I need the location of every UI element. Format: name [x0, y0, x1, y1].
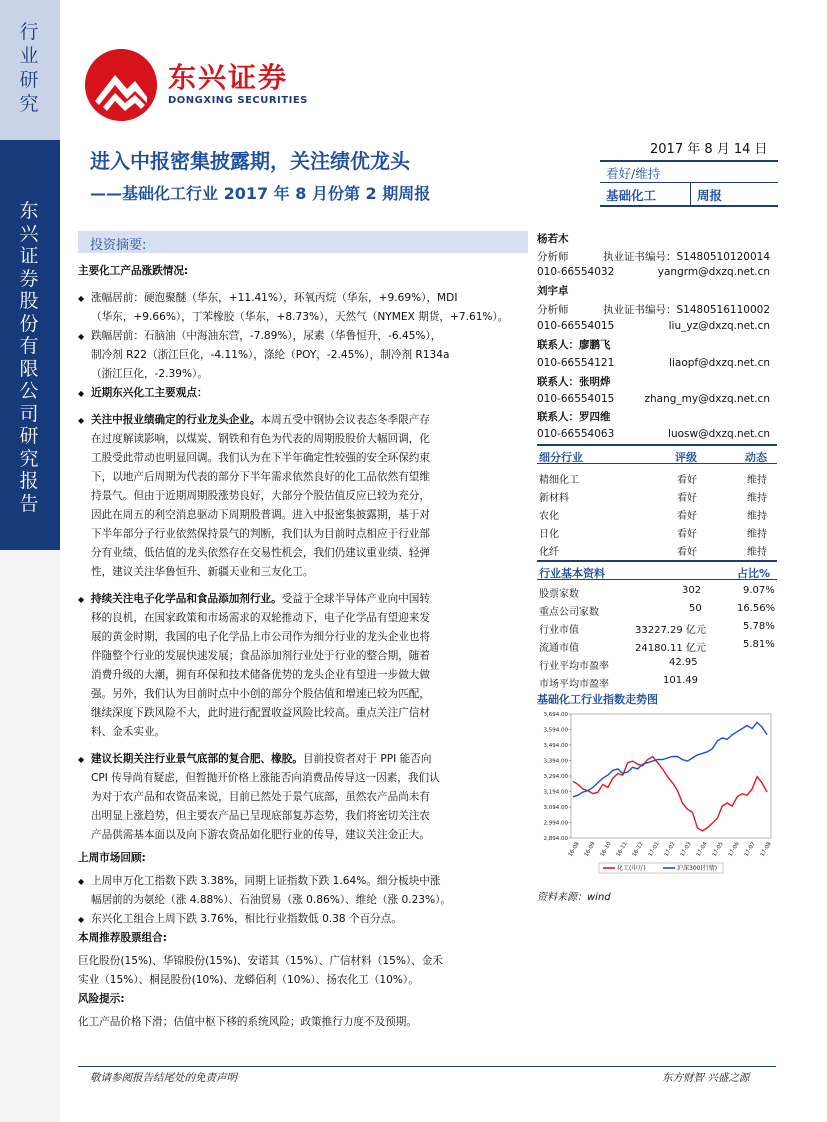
- plot-area: [571, 714, 771, 838]
- analyst-phone: 010-66554015: [537, 320, 615, 332]
- x-tick-label: 16-10: [599, 841, 613, 858]
- footer-disclaimer: 敬请参阅报告结尾处的免责声明: [90, 1072, 237, 1084]
- x-tick-label: 17-03: [679, 841, 693, 858]
- table-cell: 101.49: [663, 675, 698, 686]
- report-type-label: 周报: [697, 188, 723, 203]
- main-body: [78, 262, 530, 1032]
- contact-phone: 010-66554015: [537, 393, 615, 405]
- table-cell: 5.81%: [743, 639, 775, 650]
- table-cell: 16.56%: [737, 603, 776, 614]
- table-header-cell: 评级: [675, 451, 697, 464]
- table-row: [537, 621, 777, 639]
- view1-line-4: 下，以地产后周期为代表的部分下半年需求依然良好的化工品依然有望维: [91, 471, 430, 483]
- rise-line-1: ◆ 涨幅居前：硬泡聚醚（华东，+11.41%），环氧丙烷（华东，+9.69%），MDI: [78, 289, 530, 308]
- table-cell: 看好: [677, 529, 697, 540]
- table-cell: 看好: [677, 547, 697, 558]
- sector-separator: [690, 183, 691, 205]
- legend-label: 沪深300(行情): [677, 865, 718, 872]
- table-row: [537, 657, 777, 675]
- fall-line-3: （浙江巨化，-2.39%）。: [91, 368, 208, 380]
- view1-line-1: 本周五受中钢协会议表态冬季限产存: [260, 414, 430, 426]
- view3-line-2: CPI 传导尚有疑虑，但暂抛开价格上涨能否向消费品传导这一因素，我们认: [91, 772, 440, 784]
- table-cell: 5.78%: [743, 621, 775, 632]
- sub-industry-table-header: [537, 444, 777, 464]
- table-cell: 302: [682, 585, 702, 596]
- table-row: [537, 489, 777, 507]
- table-header-cell: 行业基本资料: [539, 567, 605, 580]
- y-tick-label: 2,994.00: [543, 820, 568, 827]
- market-line-3: ◆ 东兴化工组合上周下跌 3.76%，相比行业指数低 0.38 个百分点。: [78, 910, 530, 929]
- report-date: 2017 年 8 月 14 日: [650, 142, 768, 157]
- sidebar-category: 行业研究: [19, 21, 39, 115]
- index-trend-chart: [537, 710, 777, 884]
- x-tick-label: 17-05: [711, 841, 725, 858]
- table-cell: 新材料: [539, 493, 569, 504]
- analyst-cert-row: [537, 249, 770, 264]
- sector-label: 基础化工: [606, 188, 657, 203]
- chart-title: 基础化工行业指数走势图: [537, 693, 658, 706]
- report-title: 进入中报密集披露期，关注绩优龙头: [90, 149, 410, 173]
- y-tick-label: 3,694.00: [543, 712, 568, 718]
- table-cell: 重点公司家数: [539, 607, 599, 618]
- table-cell: 股票家数: [539, 589, 579, 600]
- x-tick-label: 16-12: [631, 841, 645, 858]
- contact-label: 联系人：罗四维: [537, 411, 611, 423]
- picks-line-1: 巨化股份(15%)、华锦股份(15%)、安诺其（15%）、广信材料（15%）、金禾: [78, 955, 443, 967]
- x-tick-label: 17-01: [647, 841, 661, 858]
- y-tick-label: 3,394.00: [543, 758, 568, 765]
- table-cell: 看好: [677, 511, 697, 522]
- view3-bold: 建议长期关注行业景气底部的复合肥、橡胶。: [91, 753, 303, 765]
- contact-row: [537, 393, 770, 405]
- x-tick-label: 16-08: [567, 841, 581, 858]
- rise-line-2: （华东，+9.66%），丁苯橡胶（华东，+8.73%），天然气（NYMEX 期货，+7.61%）。: [91, 311, 509, 323]
- analyst-email[interactable]: yangrm@dxzq.net.cn: [657, 266, 770, 278]
- view3-line-3: 为对于农产品和农资品来说，目前已然处于景气底部，虽然农产品尚未有: [91, 791, 430, 803]
- table-cell: 维持: [747, 493, 767, 504]
- x-tick-label: 17-08: [759, 841, 773, 858]
- table-cell: 维持: [747, 475, 767, 486]
- view2-line-8: 料、金禾实业。: [91, 726, 166, 738]
- view3-line-4: 出明显上涨趋势，但主要农产品已呈现底部复苏态势，我们将密切关注农: [91, 810, 430, 822]
- view2-line-2: 移的良机，在国家政策和市场需求的双轮推动下，电子化学品有望迎来发: [91, 612, 430, 624]
- view1-line-8: 分有业绩、低估值的龙头依然存在交易性机会，我们仍建议重业绩、轻弹: [91, 547, 430, 559]
- table-cell: 行业平均市盈率: [539, 661, 609, 672]
- view-heading: ◆ 近期东兴化工主要观点：: [78, 384, 530, 403]
- view2-line-1: 受益于全球半导体产业向中国转: [281, 593, 430, 605]
- table-row: [537, 543, 777, 561]
- table-cell: 33227.29 亿元: [635, 625, 706, 636]
- table-cell: 维持: [747, 529, 767, 540]
- sidebar-bottom-band: [0, 550, 60, 1122]
- x-tick-label: 17-02: [663, 841, 677, 858]
- table-cell: 看好: [677, 475, 697, 486]
- basic-table-header: [537, 560, 777, 580]
- sidebar-org-report: 东兴证券股份有限公司研究报告: [19, 200, 39, 515]
- contact-phone: 010-66554121: [537, 357, 615, 369]
- contact-email[interactable]: zhang_my@dxzq.net.cn: [644, 393, 770, 405]
- analyst-cert: 执业证书编号：S1480516110002: [602, 304, 770, 316]
- table-cell: 精细化工: [539, 475, 579, 486]
- view2-line-5: 消费升级的大潮，拥有环保和技术储备优势的龙头企业有望进一步做大做: [91, 669, 430, 681]
- contact-row: [537, 428, 770, 440]
- y-tick-label: 3,294.00: [543, 774, 568, 780]
- table-header-cell: 动态: [745, 451, 767, 464]
- table-cell: 农化: [539, 511, 559, 522]
- view2-line-7: 继续深度下跌风险不大，此时进行配置收益风险比较高。重点关注广信材: [91, 707, 430, 719]
- x-tick-label: 16-09: [583, 841, 597, 858]
- table-cell: 维持: [747, 511, 767, 522]
- table-header-cell: 细分行业: [539, 451, 583, 464]
- view1-line-7: 下半年部分子行业依然保持景气的判断，我们认为目前时点相应于行业部: [91, 528, 430, 540]
- table-row: [537, 507, 777, 525]
- analyst-role: 分析师: [537, 304, 569, 316]
- table-cell: 50: [689, 603, 702, 614]
- table-cell: 行业市值: [539, 625, 579, 636]
- fall-line-1: ◆ 跌幅居前：石脑油（中海油东营，-7.89%），尿素（华鲁恒升，-6.45%），: [78, 327, 530, 346]
- y-tick-label: 3,194.00: [543, 789, 568, 796]
- y-tick-label: 3,594.00: [543, 727, 568, 734]
- view1-line-5: 持景气。但由于近期周期股涨势良好，大部分个股估值反应已较为充分，: [91, 490, 430, 502]
- analyst-role: 分析师: [537, 251, 569, 263]
- footer-divider: [78, 1066, 776, 1067]
- analyst-cert: 执业证书编号：S1480510120014: [602, 251, 770, 263]
- analyst-name: 刘宇卓: [537, 285, 569, 297]
- table-row: [537, 471, 777, 489]
- x-tick-label: 17-06: [727, 841, 741, 858]
- view3-line-1: 目前投资者对于 PPI 能否向: [302, 753, 432, 765]
- contact-phone: 010-66554063: [537, 428, 615, 440]
- market-line-2: 幅居前的为氨纶（涨 4.88%）、石油贸易（涨 0.86%）、维纶（涨 0.23%）。: [91, 894, 452, 906]
- summary-heading: 投资摘要:: [90, 238, 147, 253]
- analyst-cert-row: [537, 302, 770, 317]
- analyst-name: 杨若木: [537, 233, 569, 245]
- header-divider-bottom: [600, 205, 778, 207]
- x-tick-label: 16-11: [615, 841, 629, 858]
- chart-svg: [537, 710, 777, 884]
- table-row: [537, 525, 777, 543]
- view1-line-3: 工股受此带动也明显回调。我们认为在下半年确定性较强的安全环保约束: [91, 452, 430, 464]
- market-heading: 上周市场回顾:: [78, 852, 146, 864]
- table-cell: 9.07%: [743, 585, 775, 596]
- table-cell: 日化: [539, 529, 559, 540]
- contact-email[interactable]: luosw@dxzq.net.cn: [668, 428, 770, 440]
- view1-bold: 关注中报业绩确定的行业龙头企业。: [91, 414, 261, 426]
- picks-line-2: 实业（15%）、桐昆股份(10%)、龙蟒佰利（10%）、扬农化工（10%）。: [78, 974, 419, 986]
- table-header-cell: 占比%: [737, 567, 771, 580]
- contact-row: [537, 357, 770, 369]
- contact-label: 联系人：廖鹏飞: [537, 339, 611, 351]
- picks-heading: 本周推荐股票组合:: [78, 932, 167, 944]
- table-cell: 42.95: [669, 657, 698, 668]
- contact-label: 联系人：张明烨: [537, 376, 611, 388]
- view3-line-5: 产品供需基本面以及向下游农资品如化肥行业的传导，建议关注金正大。: [91, 829, 430, 841]
- table-cell: 流通市值: [539, 643, 579, 654]
- table-row: [537, 603, 777, 621]
- view1-line-6: 因此在周五的利空消息驱动下周期股普调。进入中报密集披露期，基于对: [91, 509, 430, 521]
- y-tick-label: 3,494.00: [543, 743, 568, 749]
- table-cell: 化纤: [539, 547, 559, 558]
- view2-line-4: 伴随整个行业的发展快速发展；食品添加剂行业处于行业的整合期，随着: [91, 650, 430, 662]
- market-line-1: ◆ 上周申万化工指数下跌 3.38%，同期上证指数下跌 1.64%。细分板块中涨: [78, 872, 530, 891]
- analyst-phone: 010-66554032: [537, 266, 615, 278]
- analyst-email[interactable]: liu_yz@dxzq.net.cn: [668, 320, 770, 332]
- view1-line-9: 性，建议关注华鲁恒升、新疆天业和三友化工。: [91, 566, 314, 578]
- table-cell: 维持: [747, 547, 767, 558]
- view2-line-3: 展的黄金时期，我国的电子化学品上市公司作为细分行业的龙头企业也将: [91, 631, 430, 643]
- price-heading: 主要化工产品涨跌情况:: [78, 265, 189, 277]
- risk-text: 化工产品价格下滑；估值中枢下移的系统风险；政策推行力度不及预期。: [78, 1016, 417, 1028]
- logo-cn-text: 东兴证券: [168, 61, 289, 94]
- view2-line-6: 强。另外，我们认为目前时点中小创的部分个股估值和增速已较为匹配，: [91, 688, 430, 700]
- contact-email[interactable]: liaopf@dxzq.net.cn: [669, 357, 770, 369]
- table-cell: 看好: [677, 493, 697, 504]
- table-cell: 24180.11 亿元: [635, 643, 706, 654]
- x-tick-label: 17-04: [695, 841, 709, 858]
- chart-source: 资料来源：wind: [537, 892, 611, 903]
- rating-text: 看好/维持: [606, 166, 661, 181]
- fall-line-2: 制冷剂 R22（浙江巨化，-4.11%），涤纶（POY，-2.45%），制冷剂 R134a: [91, 349, 450, 361]
- table-row: [537, 585, 777, 603]
- report-subtitle: ——基础化工行业 2017 年 8 月份第 2 期周报: [90, 184, 431, 203]
- analyst-contact-row: [537, 266, 770, 278]
- legend-label: 化工(申万): [617, 865, 646, 872]
- y-tick-label: 2,894.00: [543, 836, 568, 842]
- x-tick-label: 17-07: [743, 841, 757, 858]
- y-tick-label: 3,094.00: [543, 805, 568, 811]
- table-cell: 市场平均市盈率: [539, 679, 609, 690]
- risk-heading: 风险提示:: [78, 993, 125, 1005]
- view1-line-2: 在过度解读影响，以煤炭、钢铁和有色为代表的周期股股价大幅回调，化: [91, 433, 430, 445]
- analyst-contact-row: [537, 320, 770, 332]
- logo-en-text: DONGXING SECURITIES: [168, 95, 308, 106]
- table-row: [537, 639, 777, 657]
- footer-slogan: 东方财智 兴盛之源: [662, 1072, 750, 1084]
- view2-bold: 持续关注电子化学品和食品添加剂行业。: [91, 593, 282, 605]
- company-logo-icon: [85, 49, 157, 121]
